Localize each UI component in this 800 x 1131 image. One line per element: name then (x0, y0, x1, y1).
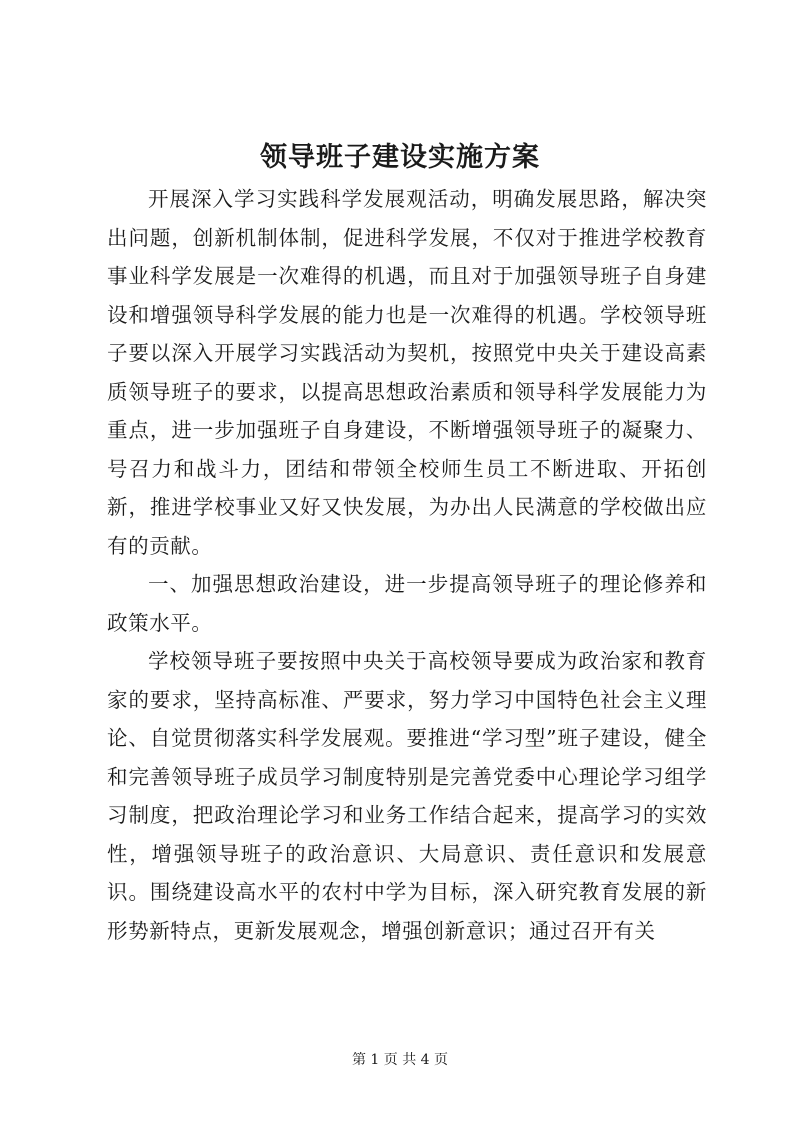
document-title: 领导班子建设实施方案 (260, 142, 540, 173)
paragraph-section-heading: 一、加强思想政治建设，进一步提高领导班子的理论修养和政策水平。 (107, 572, 707, 635)
paragraph-intro: 开展深入学习实践科学发展观活动，明确发展思路，解决突出问题，创新机制体制，促进科学发展，不仅对于推进学校教育事业科学发展是一次难得的机遇，而且对于加强领导班子自身建设和增强领导科学发展的能力也是一次难得的机遇。学校领导班子要以深入开展学习实践活动为契机，按照党中央关于建设高素质领导班子的要求，以提高思想政治素质和领导科学发展能力为重点，进一步加强班子自身建设，不断增强领导班子的凝聚力、号召力和战斗力，团结和带领全校师生员工不断进取、开拓创新，推进学校事业又好又快发展，为办出人民满意的学校做出应有的贡献。 (107, 187, 707, 558)
page-footer: 第 1 页 共 4 页 (351, 1052, 449, 1068)
document-body (107, 180, 707, 950)
paragraph-section-body: 学校领导班子要按照中央关于高校领导要成为政治家和教育家的要求，坚持高标准、严要求，努力学习中国特色社会主义理论、自觉贯彻落实科学发展观。要推进“学习型”班子建设，健全和完善领导班子成员学习制度特别是完善党委中心理论学习组学习制度，把政治理论学习和业务工作结合起来，提高学习的实效性，增强领导班子的政治意识、大局意识、责任意识和发展意识。围绕建设高水平的农村中学为目标，深入研究教育发展的新形势新特点，更新发展观念，增强创新意识；通过召开有关 (107, 649, 707, 943)
